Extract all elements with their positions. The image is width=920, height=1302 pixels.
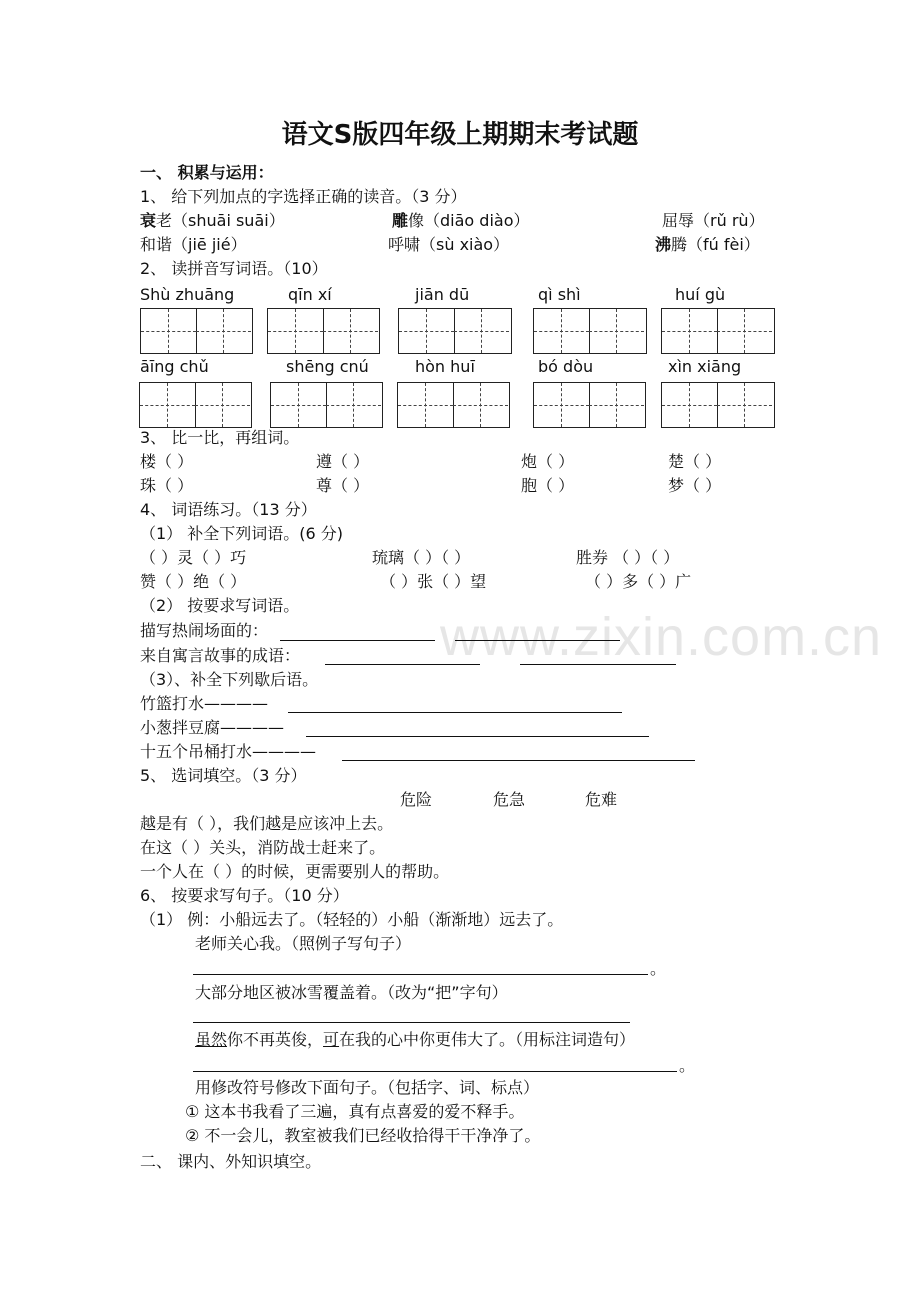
q3-item: 楚（ ）	[668, 452, 722, 471]
q6-sub1: （1） 例：小船远去了。（轻轻的）小船（渐渐地）远去了。	[140, 910, 564, 929]
q6-a: 老师关心我。（照例子写句子）	[195, 934, 412, 953]
q5-word: 危急	[493, 790, 526, 809]
answer-line[interactable]	[306, 736, 649, 737]
q1-item-char: 呼	[388, 235, 405, 254]
q4-item: （ ）张（ ）望	[380, 572, 487, 591]
q5-sentence: 一个人在（ ）的时候，更需要别人的帮助。	[140, 862, 450, 881]
writing-grid[interactable]	[661, 382, 775, 428]
period: 。	[650, 959, 667, 978]
q1-item-text: 老（shuāi suāi）	[156, 211, 285, 230]
q3-item: 遵（ ）	[316, 452, 370, 471]
q6-d2: ② 不一会儿，教室被我们已经收拾得干干净净了。	[185, 1126, 541, 1145]
q1-item-text: 像（diāo diào）	[408, 211, 530, 230]
writing-grid[interactable]	[270, 382, 383, 428]
section-2-heading: 二、 课内、外知识填空。	[140, 1152, 322, 1171]
q4-sub2-b: 来自寓言故事的成语：	[140, 646, 301, 665]
answer-line[interactable]	[193, 974, 648, 975]
underlined-word: 可	[323, 1030, 340, 1049]
q4-sub2: （2） 按要求写词语。	[140, 596, 300, 615]
q4-xiehouyu: 竹篮打水————	[140, 694, 269, 713]
pinyin-label: jiān dū	[415, 285, 470, 304]
q5-heading: 5、 选词填空。（3 分）	[140, 766, 307, 785]
answer-line[interactable]	[193, 1022, 630, 1023]
q4-heading: 4、 词语练习。（13 分）	[140, 500, 317, 519]
q1-item-text: 腾（fú fèi）	[671, 235, 760, 254]
answer-line[interactable]	[520, 664, 676, 665]
dotted-char: 沸	[655, 235, 672, 254]
answer-line[interactable]	[193, 1071, 677, 1072]
q4-sub1: （1） 补全下列词语。(6 分)	[140, 524, 344, 543]
q1-item-text: 辱（rǔ rù）	[678, 211, 765, 230]
pinyin-label: hòn huī	[415, 357, 475, 376]
q6-c	[195, 1029, 635, 1051]
q1-item-char: 屈	[662, 211, 679, 230]
q3-item: 炮（ ）	[521, 452, 575, 471]
q1-item-char: 和	[140, 235, 157, 254]
page-title: 语文S版四年级上期期末考试题	[281, 120, 639, 150]
q4-item: 琉璃（ ）（ ）	[372, 548, 471, 567]
writing-grid[interactable]	[397, 382, 510, 428]
writing-grid[interactable]	[398, 308, 512, 354]
pinyin-label: āīng chǔ	[140, 357, 209, 376]
q1-item	[662, 210, 765, 232]
q5-sentence: 在这（ ）关头，消防战士赶来了。	[140, 838, 386, 857]
q1-item	[392, 210, 530, 232]
q1-item	[140, 210, 285, 232]
q6-c-text: 在我的心中你更伟大了。（用标注词造句）	[339, 1030, 636, 1049]
answer-line[interactable]	[325, 664, 480, 665]
q1-item-text: 啸（sù xiào）	[404, 235, 510, 254]
writing-grid[interactable]	[661, 308, 775, 354]
q3-item: 胞（ ）	[521, 476, 575, 495]
q5-word: 危难	[585, 790, 618, 809]
writing-grid[interactable]	[139, 382, 252, 428]
q4-sub2-a: 描写热闹场面的：	[140, 621, 269, 640]
q3-heading: 3、 比一比，再组词。	[140, 428, 300, 447]
writing-grid[interactable]	[533, 382, 646, 428]
q6-d1: ① 这本书我看了三遍，真有点喜爱的爱不释手。	[185, 1102, 525, 1121]
q4-item: （ ）多（ ）广	[585, 572, 692, 591]
q4-xiehouyu: 十五个吊桶打水————	[140, 742, 317, 761]
q1-item	[388, 234, 509, 256]
pinyin-label: qì shì	[538, 285, 581, 304]
answer-line[interactable]	[455, 640, 620, 641]
pinyin-label: qīn xí	[288, 285, 332, 304]
q6-d: 用修改符号修改下面句子。（包括字、词、标点）	[195, 1078, 540, 1097]
answer-line[interactable]	[288, 712, 622, 713]
underlined-word: 虽然	[195, 1030, 228, 1049]
q4-item: （ ）灵（ ）巧	[140, 548, 247, 567]
q1-item	[140, 234, 247, 256]
pinyin-label: huí gù	[675, 285, 726, 304]
writing-grid[interactable]	[533, 308, 647, 354]
q4-item: 胜券 （ ）（ ）	[576, 548, 680, 567]
pinyin-label: shēng cnú	[286, 357, 369, 376]
q2-heading: 2、 读拼音写词语。（10）	[140, 259, 328, 278]
q5-word: 危险	[400, 790, 433, 809]
writing-grid[interactable]	[140, 308, 253, 354]
answer-line[interactable]	[342, 760, 695, 761]
q3-item: 楼（ ）	[140, 452, 194, 471]
period: 。	[679, 1056, 696, 1075]
q4-xiehouyu: 小葱拌豆腐————	[140, 718, 285, 737]
q1-item	[655, 234, 760, 256]
dotted-char: 雕	[392, 211, 409, 230]
q4-item: 赞（ ）绝（ ）	[140, 572, 247, 591]
q3-item: 尊（ ）	[316, 476, 370, 495]
section-1-heading: 一、 积累与运用：	[140, 163, 274, 182]
writing-grid[interactable]	[267, 308, 380, 354]
q6-b: 大部分地区被冰雪覆盖着。（改为“把”字句）	[195, 983, 508, 1002]
q1-heading: 1、 给下列加点的字选择正确的读音。（3 分）	[140, 187, 467, 206]
pinyin-label: bó dòu	[538, 357, 594, 376]
q1-item-text: 谐（jiē jié）	[156, 235, 247, 254]
dotted-char: 衰	[140, 211, 157, 230]
pinyin-label: Shù zhuāng	[140, 285, 235, 304]
q3-item: 珠（ ）	[140, 476, 194, 495]
pinyin-label: xìn xiāng	[668, 357, 742, 376]
q6-heading: 6、 按要求写句子。（10 分）	[140, 886, 349, 905]
watermark: www.zixin.com.cn	[440, 607, 883, 667]
q6-c-text: 你不再英俊，	[227, 1030, 324, 1049]
q4-sub3: （3）、补全下列歇后语。	[140, 670, 319, 689]
q3-item: 梦（ ）	[668, 476, 722, 495]
answer-line[interactable]	[280, 640, 435, 641]
q5-sentence: 越是有（ ），我们越是应该冲上去。	[140, 814, 394, 833]
